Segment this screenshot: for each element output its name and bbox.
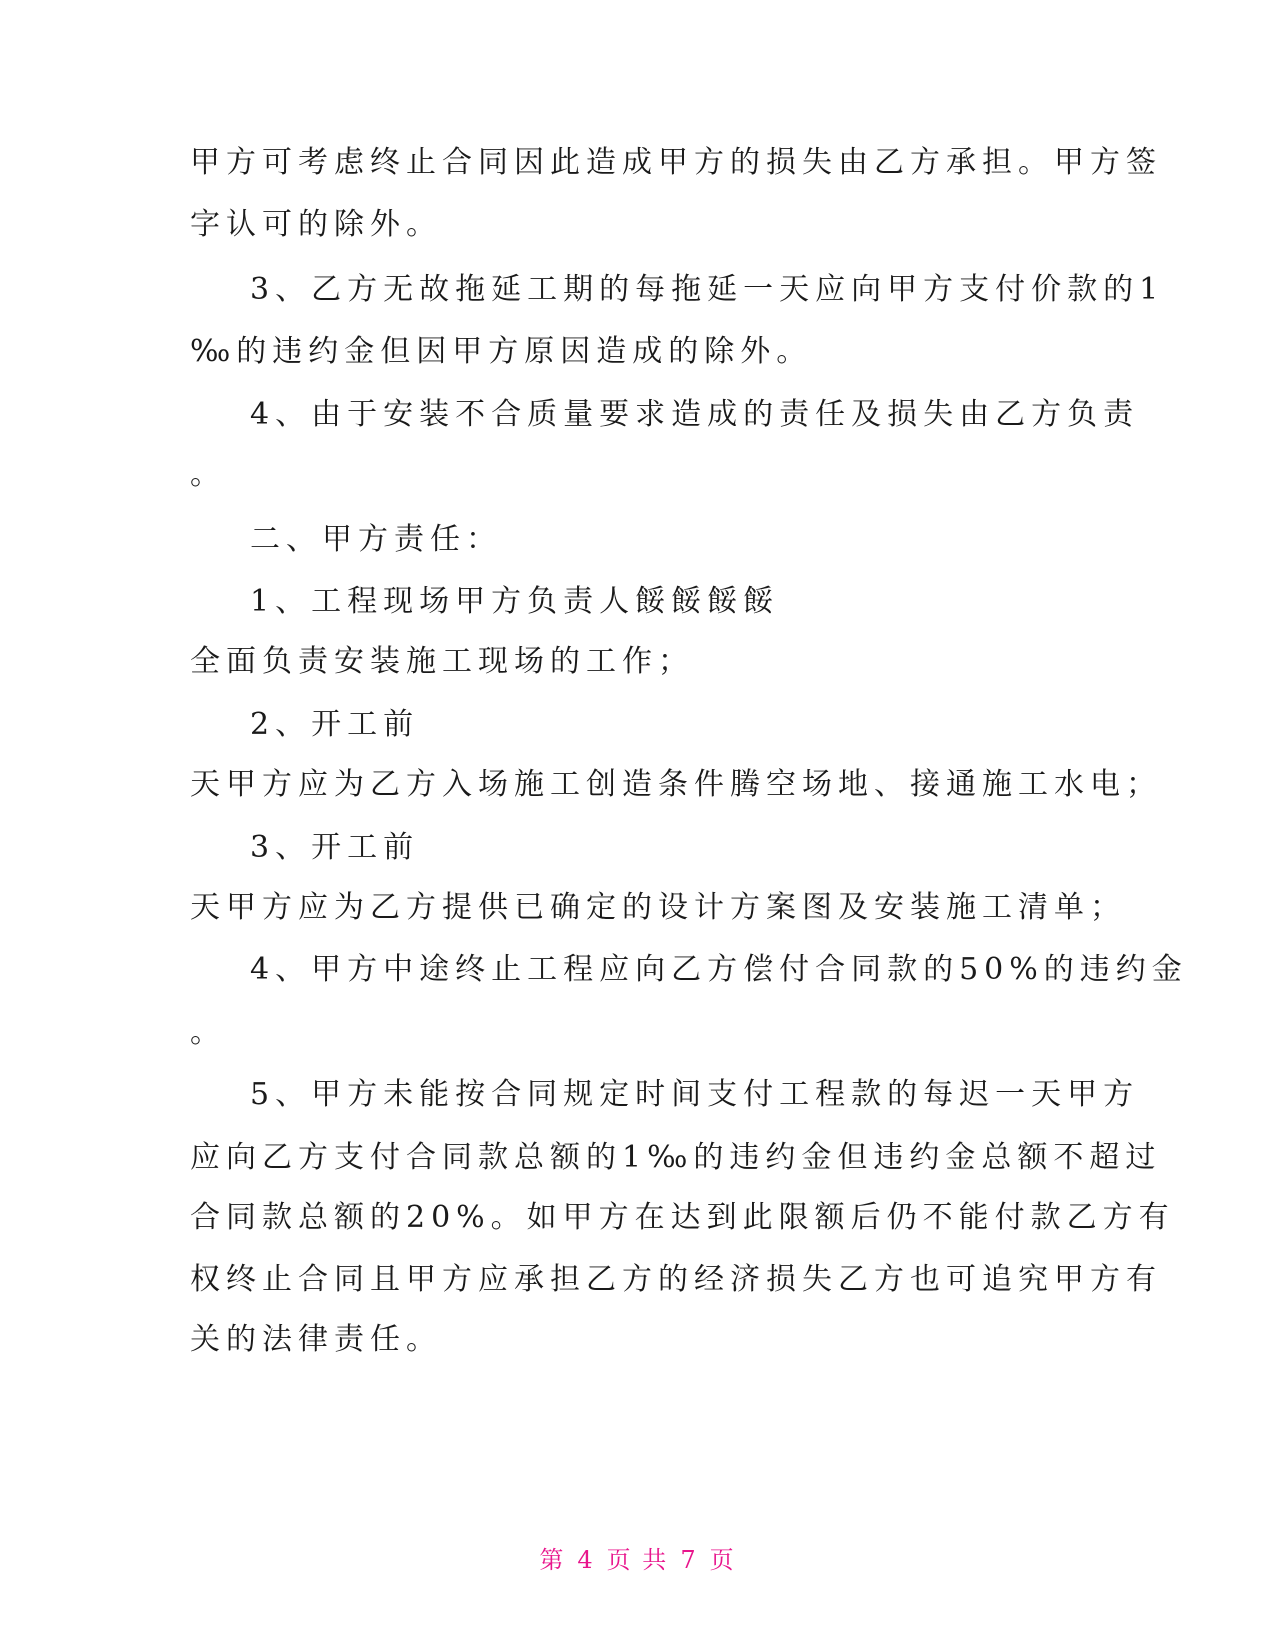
footer-page-number: 4 [577, 1546, 595, 1574]
section-heading: 二、甲方责任： [250, 522, 502, 557]
body-line-4: ‰的违约金但因甲方原因造成的除外。 [190, 334, 813, 369]
body-line-6: 。 [190, 457, 226, 492]
body-line-5: 4、由于安装不合质量要求造成的责任及损失由乙方负责 [250, 397, 1140, 432]
body-line-14: 4、甲方中途终止工程应向乙方偿付合同款的50%的违约金 [250, 952, 1188, 987]
body-line-12: 3、开工前 [250, 830, 420, 865]
body-line-2: 字认可的除外。 [190, 207, 442, 242]
body-line-19: 权终止合同且甲方应承担乙方的经济损失乙方也可追究甲方有 [190, 1262, 1162, 1297]
body-line-9: 全面负责安装施工现场的工作； [190, 644, 694, 679]
body-line-11: 天甲方应为乙方入场施工创造条件腾空场地、接通施工水电； [190, 767, 1162, 802]
footer-middle: 页 共 [606, 1546, 669, 1574]
body-line-20: 关的法律责任。 [190, 1322, 442, 1357]
footer-suffix: 页 [709, 1546, 736, 1574]
body-line-18: 合同款总额的20%。如甲方在达到此限额后仍不能付款乙方有 [190, 1200, 1175, 1235]
body-line-15: 。 [190, 1015, 226, 1050]
page-footer [0, 1540, 1275, 1575]
body-line-3: 3、乙方无故拖延工期的每拖延一天应向甲方支付价款的1 [250, 272, 1165, 307]
body-line-16: 5、甲方未能按合同规定时间支付工程款的每迟一天甲方 [250, 1077, 1140, 1112]
body-line-10: 2、开工前 [250, 707, 420, 742]
body-line-1: 甲方可考虑终止合同因此造成甲方的损失由乙方承担。甲方签 [190, 145, 1162, 180]
body-line-13: 天甲方应为乙方提供已确定的设计方案图及安装施工清单； [190, 890, 1126, 925]
body-line-8: 1、工程现场甲方负责人餒餒餒餒 [250, 584, 780, 619]
body-line-17: 应向乙方支付合同款总额的1‰的违约金但违约金总额不超过 [190, 1140, 1162, 1175]
footer-total-pages: 7 [680, 1546, 698, 1574]
footer-prefix: 第 [539, 1546, 566, 1574]
